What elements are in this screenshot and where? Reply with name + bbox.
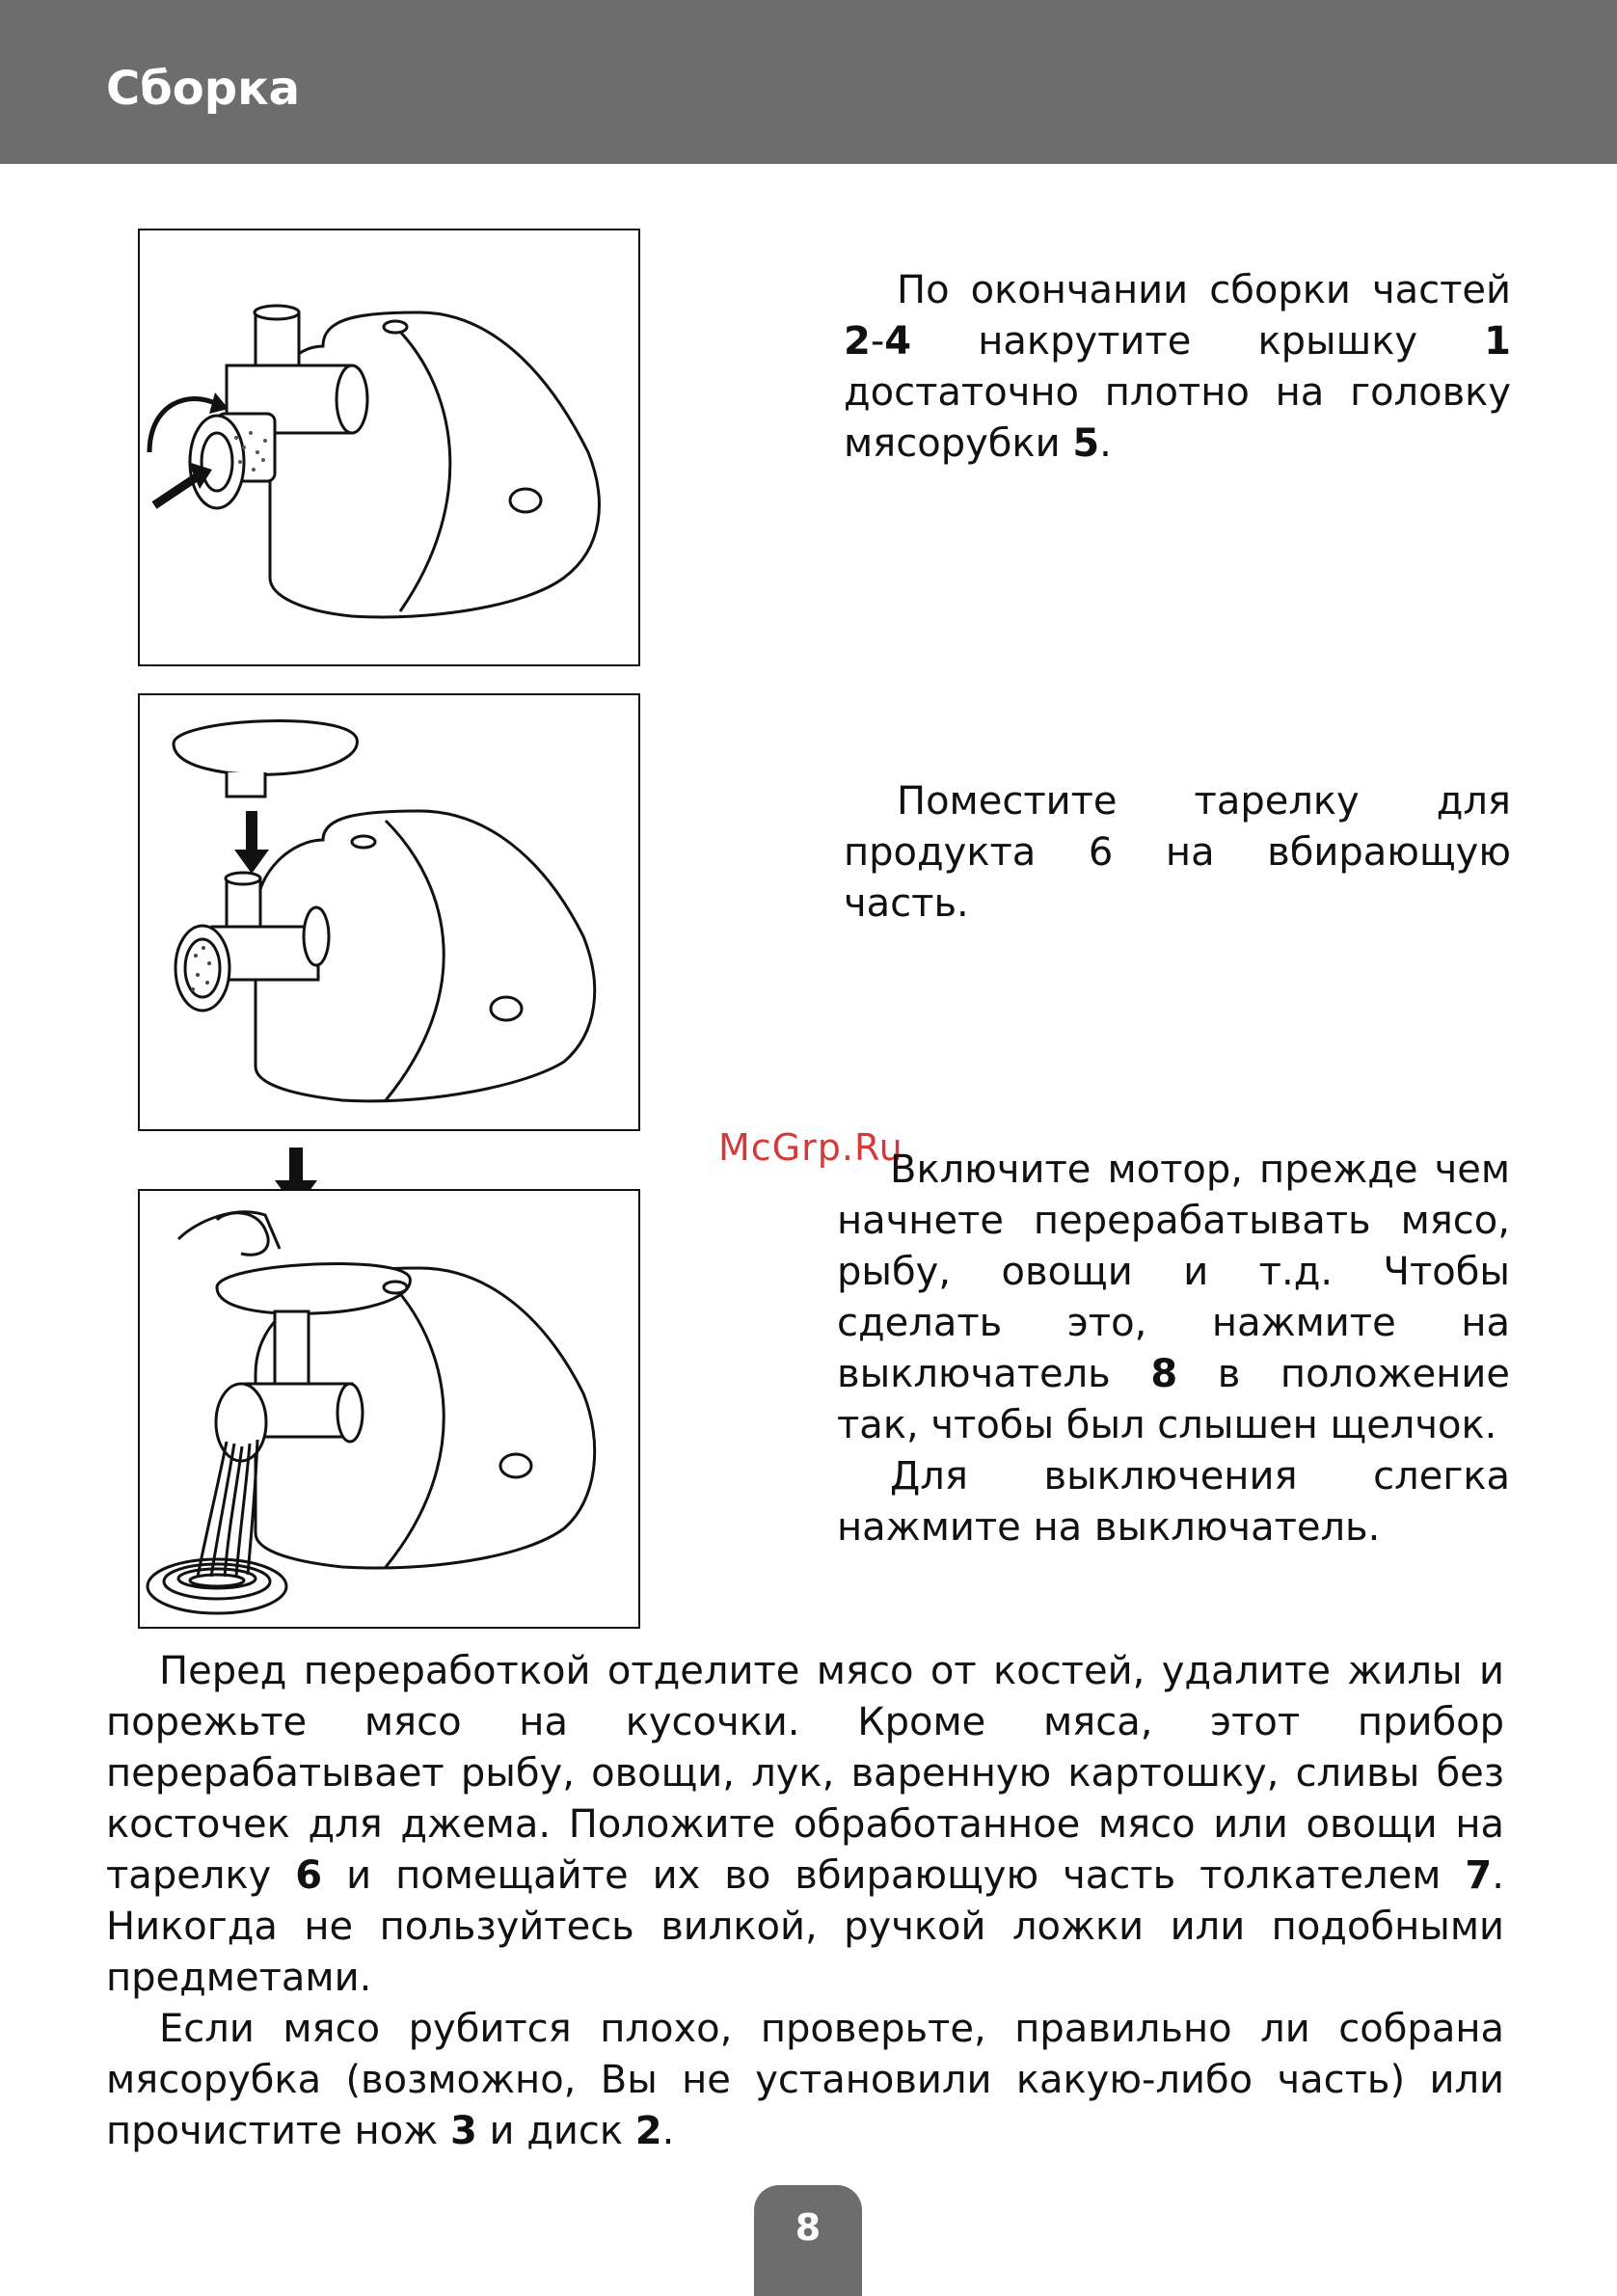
step-3-off-text: Для выключения слегка нажмите на выключатель. xyxy=(837,1454,1510,1550)
body-paragraph-1: Перед переработкой отделите мясо от костей, удалите жилы и порежьте мясо на кусочки. Кроме мяса, этот прибор перерабатывает рыбу, овощи, лук, варенную картошку, сливы без косточек для джема. Положите обработанное мясо или овощи на тарелку 6 и помещайте их во вбирающую часть толкателем 7. Никогда не пользуйтесь вилкой, ручкой ложки или подобными предметами. xyxy=(106,1649,1504,2000)
page-number-tab xyxy=(754,2185,862,2296)
step-2-text: Поместите тарелку для продукта 6 на вбирающую часть. xyxy=(844,779,1511,926)
page-number: 8 xyxy=(795,2206,822,2249)
illustration-operating xyxy=(138,1189,640,1629)
step-3-text: Включите мотор, прежде чем начнете перерабатывать мясо, рыбу, овощи и т.д. Чтобы сделать это, нажмите на выключатель 8 в положение так, чтобы был слышен щелчок. Для выключения слегка нажмите на выключатель. xyxy=(837,1145,1510,1553)
body-paragraph-2: Если мясо рубится плохо, проверьте, правильно ли собрана мясорубка (возможно, Вы не установили какую-либо часть) или прочистите нож 3 и диск 2. xyxy=(106,2007,1504,2153)
step-1-text: По окончании сборки частей 2-4 накрутите крышку 1 достаточно плотно на головку мясорубки 5. xyxy=(844,268,1511,466)
meat-grinder-operating-drawing xyxy=(140,1191,638,1627)
watermark: McGrp.Ru xyxy=(718,1126,903,1169)
meat-grinder-cap-drawing xyxy=(140,230,638,664)
illustration-place-tray xyxy=(138,693,640,1131)
page-header xyxy=(0,0,1617,164)
section-title: Сборка xyxy=(106,62,301,116)
meat-grinder-tray-drawing xyxy=(140,695,638,1129)
illustration-attach-cap xyxy=(138,229,640,666)
